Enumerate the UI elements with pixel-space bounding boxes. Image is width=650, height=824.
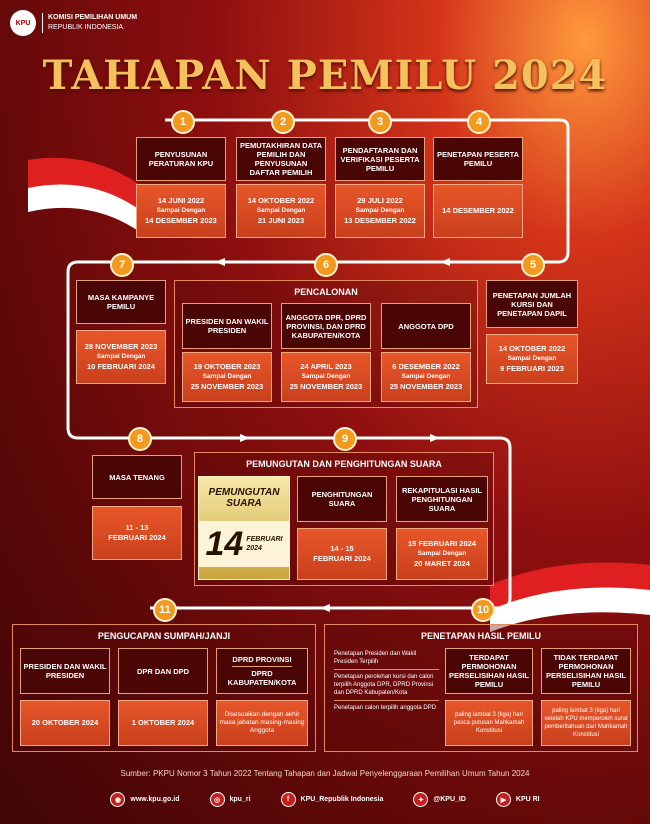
step-4-label: PENETAPAN PESERTA PEMILU	[433, 137, 523, 181]
step-1-number: 1	[171, 110, 195, 134]
step-7-number: 7	[110, 253, 134, 277]
step-4-date: 14 DESEMBER 2022	[433, 184, 523, 238]
step-9-number: 9	[333, 427, 357, 451]
youtube-icon: ▶	[496, 792, 511, 807]
source-citation: Sumber: PKPU Nomor 3 Tahun 2022 Tentang Tahapan dan Jadwal Penyelenggaraan Pemilihan Umum Tahun 2024	[120, 769, 530, 778]
globe-icon: ◉	[110, 792, 125, 807]
step-7-label: MASA KAMPANYE PEMILU	[76, 280, 166, 324]
instagram-icon: ◎	[210, 792, 225, 807]
step-5-number: 5	[521, 253, 545, 277]
step-11b-date: 1 OKTOBER 2024	[118, 700, 208, 746]
step-11c-label1: DPRD PROVINSI	[232, 655, 291, 667]
step-2-number: 2	[271, 110, 295, 134]
org-name-line1: KOMISI PEMILIHAN UMUM	[48, 14, 138, 21]
social-website[interactable]: ◉ www.kpu.go.id	[110, 792, 179, 807]
step-6a-label: PRESIDEN DAN WAKIL PRESIDEN	[182, 303, 272, 349]
step-6c-label: ANGGOTA DPD	[381, 303, 471, 349]
step-4-number: 4	[467, 110, 491, 134]
voting-day-number: 14	[205, 525, 244, 563]
step-11-number: 11	[153, 598, 177, 622]
step-10-note-2: Penetapan perolehan kursi dan calon terpilih Anggota DPR, DPRD Provinsi dan DPRD Kabupaten/Kota	[334, 673, 439, 701]
step-9-title: PEMUNGUTAN DAN PENGHITUNGAN SUARA	[246, 459, 442, 469]
step-11c-label2: DPRD KABUPATEN/KOTA	[227, 669, 297, 687]
step-9-count-label: PENGHITUNGAN SUARA	[297, 476, 387, 522]
step-10-number: 10	[471, 598, 495, 622]
step-10a-note: paling lambat 3 (tiga) hari pasca putusan Mahkamah Konstitusi	[445, 700, 533, 746]
step-8-date: 11 - 13 FEBRUARI 2024	[92, 506, 182, 560]
step-10b-label: TIDAK TERDAPAT PERMOHONAN PERSELISIHAN HASIL PEMILU	[541, 648, 631, 694]
kpu-logo	[10, 10, 137, 36]
step-10b-note: paling lambat 3 (tiga) hari setelah KPU memperoleh surat pemberitahuan dari Mahkamah Konstitusi	[541, 700, 631, 746]
voting-day-label: PEMUNGUTAN SUARA	[208, 487, 280, 509]
step-10-note-3: Penetapan calon terpilih anggota DPD	[334, 705, 437, 711]
step-11b-label: DPR DAN DPD	[118, 648, 208, 694]
step-1-date: 14 JUNI 2022 Sampai Dengan 14 DESEMBER 2023	[136, 184, 226, 238]
step-3-number: 3	[368, 110, 392, 134]
social-links	[0, 792, 650, 807]
step-7-date: 28 NOVEMBER 2023 Sampai Dengan 10 FEBRUARI 2024	[76, 330, 166, 384]
step-6-number: 6	[314, 253, 338, 277]
step-8-number: 8	[128, 427, 152, 451]
step-5-date: 14 OKTOBER 2022 Sampai Dengan 9 FEBRUARI 2023	[486, 334, 578, 384]
step-10-note-1: Penetapan Presiden dan Wakil Presiden Terpilih	[334, 650, 439, 670]
step-6-title: PENCALONAN	[294, 287, 358, 297]
step-9-recap-label: REKAPITULASI HASIL PENGHITUNGAN SUARA	[396, 476, 488, 522]
twitter-icon: ✦	[413, 792, 428, 807]
step-11c-note: Disesuaikan dengan akhir masa jabatan masing-masing Anggota	[216, 700, 308, 746]
social-youtube[interactable]: ▶ KPU RI	[496, 792, 540, 807]
social-twitter[interactable]: ✦ @KPU_ID	[413, 792, 466, 807]
org-name-line2: REPUBLIK INDONESIA	[48, 24, 124, 31]
step-6c-date: 6 DESEMBER 2022 Sampai Dengan 25 NOVEMBER 2023	[381, 352, 471, 402]
step-6b-label: ANGGOTA DPR, DPRD PROVINSI, DAN DPRD KABUPATEN/KOTA	[281, 303, 371, 349]
voting-day-card	[198, 476, 290, 580]
step-10a-label: TERDAPAT PERMOHONAN PERSELISIHAN HASIL PEMILU	[445, 648, 533, 694]
social-facebook[interactable]: f KPU_Republik Indonesia	[281, 792, 384, 807]
step-10-title: PENETAPAN HASIL PEMILU	[420, 631, 541, 641]
step-6a-date: 19 OKTOBER 2023 Sampai Dengan 25 NOVEMBER 2023	[182, 352, 272, 402]
step-10-notes	[334, 650, 439, 712]
step-11a-date: 20 OKTOBER 2024	[20, 700, 110, 746]
page-title: TAHAPAN PEMILU 2024	[42, 52, 608, 99]
step-6b-date: 24 APRIL 2023 Sampai Dengan 25 NOVEMBER 2023	[281, 352, 371, 402]
step-9-count-date: 14 - 15 FEBRUARI 2024	[297, 528, 387, 580]
social-instagram[interactable]: ◎ kpu_ri	[210, 792, 251, 807]
step-1-label: PENYUSUNAN PERATURAN KPU	[136, 137, 226, 181]
step-9-recap-date: 15 FEBRUARI 2024 Sampai Dengan 20 MARET 2024	[396, 528, 488, 580]
voting-day-year: 2024	[246, 545, 262, 552]
step-8-label: MASA TENANG	[92, 455, 182, 499]
kpu-emblem-icon: KPU	[10, 10, 36, 36]
step-2-label: PEMUTAKHIRAN DATA PEMILIH DAN PENYUSUNAN DAFTAR PEMILIH	[236, 137, 326, 181]
step-3-label: PENDAFTARAN DAN VERIFIKASI PESERTA PEMILU	[335, 137, 425, 181]
step-11c-label	[216, 648, 308, 694]
step-2-date: 14 OKTOBER 2022 Sampai Dengan 21 JUNI 2023	[236, 184, 326, 238]
org-name	[42, 13, 137, 33]
facebook-icon: f	[281, 792, 296, 807]
step-5-label: PENETAPAN JUMLAH KURSI DAN PENETAPAN DAPIL	[486, 280, 578, 328]
step-3-date: 29 JULI 2022 Sampai Dengan 13 DESEMBER 2022	[335, 184, 425, 238]
step-11-title: PENGUCAPAN SUMPAH/JANJI	[97, 631, 231, 641]
voting-day-month: FEBRUARI	[246, 536, 283, 543]
step-11a-label: PRESIDEN DAN WAKIL PRESIDEN	[20, 648, 110, 694]
